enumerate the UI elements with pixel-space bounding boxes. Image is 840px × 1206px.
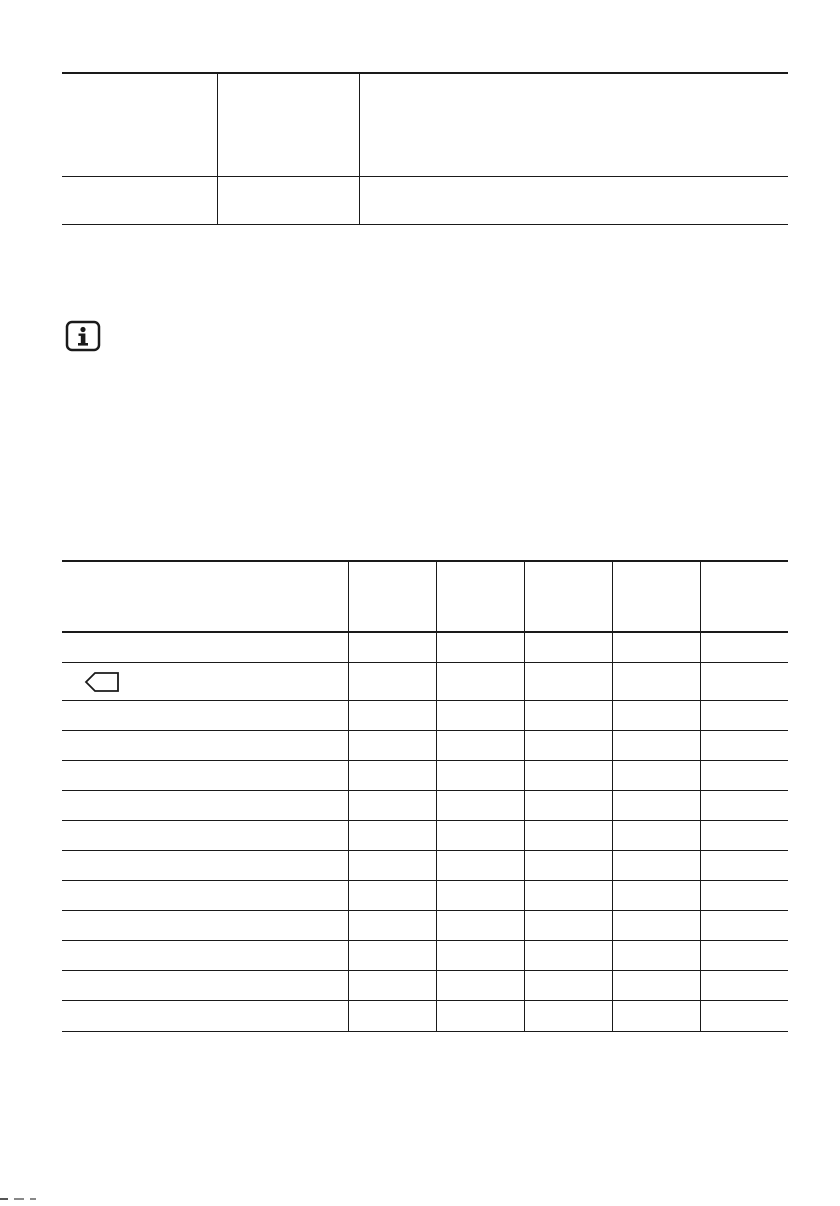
table-cell xyxy=(524,633,612,662)
table-row xyxy=(62,731,788,761)
table-row xyxy=(62,633,788,663)
table-cell xyxy=(612,791,700,820)
column-header xyxy=(524,562,612,631)
column-header xyxy=(700,562,788,631)
table-row xyxy=(62,821,788,851)
table-cell xyxy=(524,701,612,730)
table-cell xyxy=(359,74,788,176)
table-cell xyxy=(436,911,524,940)
table-cell xyxy=(62,701,348,730)
table-cell xyxy=(524,971,612,1000)
table-cell xyxy=(612,881,700,910)
table-cell xyxy=(436,971,524,1000)
table-cell xyxy=(524,821,612,850)
table-row xyxy=(62,701,788,731)
table-row xyxy=(62,851,788,881)
table-cell xyxy=(524,731,612,760)
table-cell xyxy=(62,821,348,850)
table-cell xyxy=(348,881,436,910)
table-cell xyxy=(700,881,788,910)
table-cell xyxy=(217,74,359,176)
table-cell xyxy=(436,701,524,730)
table-row xyxy=(62,791,788,821)
table-cell xyxy=(524,761,612,790)
table-cell xyxy=(700,633,788,662)
column-header xyxy=(612,562,700,631)
table-cell xyxy=(700,791,788,820)
table-cell xyxy=(700,1001,788,1031)
table-row xyxy=(62,971,788,1001)
table-cell xyxy=(612,911,700,940)
table-cell xyxy=(612,663,700,700)
table-cell xyxy=(524,663,612,700)
table-cell xyxy=(700,941,788,970)
table-cell xyxy=(700,911,788,940)
table-cell xyxy=(612,971,700,1000)
table-cell xyxy=(524,791,612,820)
column-header xyxy=(436,562,524,631)
table-cell xyxy=(62,881,348,910)
table-header-row xyxy=(62,562,788,633)
table-cell xyxy=(348,633,436,662)
table-cell xyxy=(62,791,348,820)
table-cell xyxy=(612,851,700,880)
table-cell xyxy=(62,633,348,662)
table-cell xyxy=(524,911,612,940)
table-cell xyxy=(62,74,217,176)
table-cell xyxy=(436,1001,524,1031)
table-cell xyxy=(217,177,359,224)
table-cell xyxy=(612,731,700,760)
table-row xyxy=(62,911,788,941)
table-cell xyxy=(612,701,700,730)
table-cell xyxy=(62,971,348,1000)
table-cell xyxy=(436,791,524,820)
table-cell xyxy=(348,761,436,790)
table-cell xyxy=(62,177,217,224)
table-cell xyxy=(62,731,348,760)
table-cell xyxy=(62,663,348,700)
table-cell xyxy=(348,701,436,730)
table-cell xyxy=(524,941,612,970)
table-cell xyxy=(436,663,524,700)
table-cell xyxy=(436,731,524,760)
table-cell xyxy=(62,1001,348,1031)
table-cell xyxy=(700,731,788,760)
table-cell xyxy=(612,1001,700,1031)
table-cell xyxy=(436,821,524,850)
table-cell xyxy=(612,761,700,790)
column-header xyxy=(62,562,348,631)
table-row xyxy=(62,177,788,224)
table-cell xyxy=(612,941,700,970)
main-table xyxy=(62,560,788,1032)
table-row xyxy=(62,74,788,177)
column-header xyxy=(348,562,436,631)
table-cell xyxy=(348,663,436,700)
table-cell xyxy=(62,941,348,970)
table-cell xyxy=(436,633,524,662)
table-row xyxy=(62,761,788,791)
info-icon xyxy=(65,320,101,352)
table-cell xyxy=(700,821,788,850)
page-edge-mark xyxy=(0,1188,70,1192)
table-cell xyxy=(359,177,788,224)
table-cell xyxy=(612,633,700,662)
table-cell xyxy=(62,851,348,880)
table-cell xyxy=(700,851,788,880)
tag-icon xyxy=(84,671,120,693)
table-cell xyxy=(348,941,436,970)
top-table xyxy=(62,72,788,225)
table-cell xyxy=(348,1001,436,1031)
table-cell xyxy=(348,911,436,940)
table-cell xyxy=(436,941,524,970)
table-cell xyxy=(436,761,524,790)
table-row xyxy=(62,881,788,911)
table-cell xyxy=(62,911,348,940)
table-cell xyxy=(700,701,788,730)
table-cell xyxy=(700,971,788,1000)
table-cell xyxy=(348,851,436,880)
table-cell xyxy=(348,731,436,760)
table-row xyxy=(62,1001,788,1031)
table-cell xyxy=(348,821,436,850)
table-cell xyxy=(348,791,436,820)
table-cell xyxy=(436,851,524,880)
table-cell xyxy=(348,971,436,1000)
table-cell xyxy=(524,851,612,880)
table-cell xyxy=(62,761,348,790)
table-row xyxy=(62,941,788,971)
table-cell xyxy=(524,881,612,910)
table-cell xyxy=(524,1001,612,1031)
table-cell xyxy=(436,881,524,910)
table-row xyxy=(62,663,788,701)
table-cell xyxy=(700,663,788,700)
table-cell xyxy=(612,821,700,850)
table-cell xyxy=(700,761,788,790)
